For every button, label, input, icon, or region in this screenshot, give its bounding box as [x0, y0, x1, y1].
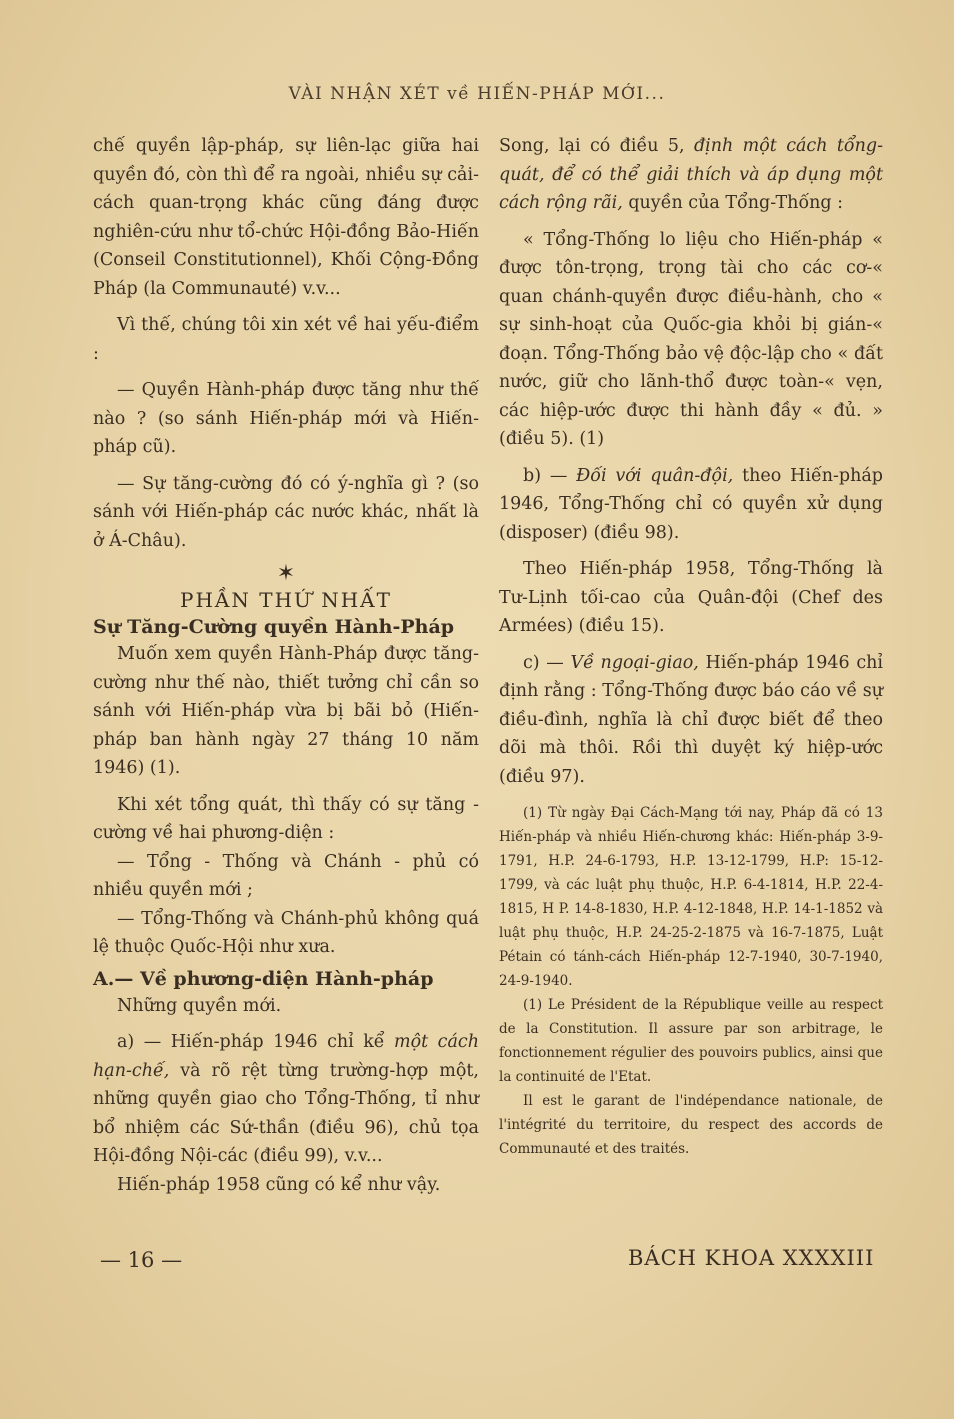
part-title: PHẦN THỨ NHẤT — [180, 588, 392, 612]
list-item: — Tổng - Thống và Chánh - phủ có nhiều quyền mới ; — [93, 851, 479, 900]
list-item: — Sự tăng-cường đó có ý-nghĩa gì ? (so sánh với Hiến-pháp các nước khác, nhất là ở Á-Châu). — [93, 473, 479, 551]
star-ornament: ✶ — [276, 561, 296, 586]
italic-run: một cách hạn-chế, — [93, 1032, 479, 1081]
italic-run: định một cách tổng-quát, để có thể giải thích và áp dụng một cách rộng rãi, — [499, 136, 883, 213]
paragraph — [499, 462, 883, 548]
paragraph — [93, 1028, 479, 1171]
paragraph: Hiến-pháp 1958 cũng có kể như vậy. — [117, 1174, 441, 1195]
text-run: Hiến-pháp 1946 chỉ định rằng : Tổng-Thống được báo cáo về sự điều-đình, nghĩa là chỉ được biết để theo dõi mà thôi. Rồi thì duyệt ký hiệp-ước (điều 97). — [499, 652, 883, 787]
text-run: c) — — [523, 652, 571, 673]
italic-run: Đối với quân-đội, — [576, 465, 734, 486]
paragraph: Theo Hiến-pháp 1958, Tổng-Thống là Tư-Lịnh tối-cao của Quân-đội (Chef des Armées) (điều 15). — [499, 559, 883, 636]
paragraph — [499, 649, 883, 792]
italic-run: Về ngoại-giao, — [570, 652, 699, 673]
text-run: b) — — [523, 465, 577, 486]
footnote: (1) Le Président de la République veille au respect de la Constitution. Il assure par son arbitrage, le fonctionnement régulier des pouvoirs publics, ainsi que la continuité de l'Etat. — [499, 997, 883, 1085]
footnote: Il est le garant de l'indépendance nationale, de l'intégrité du territoire, du respect des accords de Communauté et des traités. — [499, 1093, 883, 1157]
list-item: — Quyền Hành-pháp được tăng như thế nào ? (so sánh Hiến-pháp mới và Hiến-pháp cũ). — [93, 380, 479, 457]
paragraph: Khi xét tổng quát, thì thấy có sự tăng - cường về hai phương-diện : — [93, 794, 479, 843]
quote-block: « Tổng-Thống lo liệu cho Hiến-pháp « được tôn-trọng, trọng tài cho các cơ-« quan chánh-quyền được điều-hành, cho « sự sinh-hoạt của Quốc-gia khỏi bị gián-« đoạn. Tổng-Thống bảo vệ độc-lập cho « đất nước, giữ cho lãnh-thổ được toàn-« vẹn, các hiệp-ước được thi hành đầy « đủ. » (điều 5). (1) — [499, 229, 883, 449]
text-run: và rõ rệt từng trường-hợp một, những quyền giao cho Tổng-Thống, tỉ như bổ nhiệm các Sứ-thần (điều 96), chủ tọa Hội-đồng Nội-các (điều 99), v.v... — [93, 1060, 479, 1166]
paragraph: Vì thế, chúng tôi xin xét về hai yếu-điểm : — [93, 315, 479, 364]
text-run: theo Hiến-pháp 1946, Tổng-Thống chỉ có quyền xử dụng (disposer) (điều 98). — [499, 465, 883, 543]
paragraph — [499, 132, 883, 218]
section-title: Sự Tăng-Cường quyền Hành-Pháp — [93, 616, 455, 638]
footnote-separator — [499, 791, 883, 801]
text-run: Song, lại có điều 5, — [499, 136, 694, 156]
running-header: VÀI NHẬN XÉT về HIẾN-PHÁP MỚI... — [288, 84, 666, 104]
magazine-name: BÁCH KHOA XXXXIII — [628, 1246, 875, 1270]
page-number: — 16 — — [100, 1248, 183, 1272]
left-column — [93, 132, 479, 1199]
paragraph: Muốn xem quyền Hành-Pháp được tăng-cường như thế nào, thiết tưởng chỉ cần so sánh với Hiến-pháp vừa bị bãi bỏ (Hiến-pháp ban hành ngày 27 tháng 10 năm 1946) (1). — [93, 644, 479, 778]
list-item: — Tổng-Thống và Chánh-phủ không quá lệ thuộc Quốc-Hội như xưa. — [93, 908, 479, 957]
subsection-title: A.— Về phương-diện Hành-pháp — [93, 967, 434, 990]
text-run: a) — Hiến-pháp 1946 chỉ kể — [117, 1032, 395, 1052]
right-column — [499, 132, 883, 1161]
text-run: quyền của Tổng-Thống : — [622, 193, 844, 213]
paragraph: chế quyền lập-pháp, sự liên-lạc giữa hai quyền đó, còn thì để ra ngoài, nhiều sự cải-cách quan-trọng khác cũng đáng được nghiên-cứu như tổ-chức Hội-đồng Bảo-Hiến (Conseil Constitutionnel), Khối Cộng-Đồng Pháp (la Communauté) v.v... — [93, 136, 479, 299]
footnote: (1) Từ ngày Đại Cách-Mạng tới nay, Pháp đã có 13 Hiến-pháp và nhiều Hiến-chương khác: Hiến-pháp 3-9-1791, H.P. 24-6-1793, H.P. 13-12-1799, H.P: 15-12-1799, và các luật phụ thuộc, H.P. 6-4-1814, H.P. 22-4-1815, H P. 14-8-1830, H.P. 4-12-1848, H.P. 14-1-1852 và luật phụ thuộc, H.P. 24-25-2-1875 và 16-7-1875, Luật Pétain có tánh-cách Hiến-pháp 12-7-1940, 30-7-1940, 24-9-1940. — [499, 805, 883, 989]
paragraph: Những quyền mới. — [117, 995, 282, 1016]
